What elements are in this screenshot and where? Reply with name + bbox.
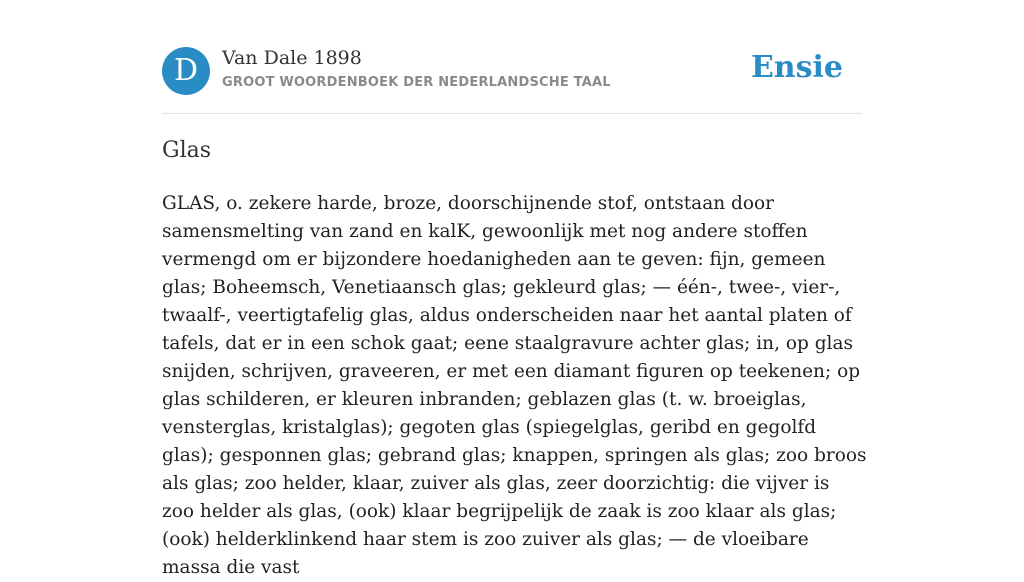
header-divider (162, 113, 862, 114)
source-avatar[interactable]: D (162, 47, 210, 95)
entry-headword: Glas (162, 138, 212, 163)
source-subtitle: GROOT WOORDENBOEK DER NEDERLANDSCHE TAAL (222, 75, 611, 90)
brand-logo[interactable]: Ensie (750, 50, 843, 85)
dictionary-page (162, 0, 867, 578)
entry-definition: GLAS, o. zekere harde, broze, doorschijnende stof, ontstaan door samensmelting van zand en kalK, gewoonlijk met nog andere stoffen vermengd om er bijzondere hoedanigheden aan te geven: fijn, gemeen glas; Boheemsch, Venetiaansch glas; gekleurd glas; — één-, twee-, vier-, twaalf-, veertigtafelig glas, aldus onderscheiden naar het aantal platen of tafels, dat er in een schok gaat; eene staalgravure achter glas; in, op glas snijden, schrijven, graveeren, er met een diamant figuren op teekenen; op glas schilderen, er kleuren inbranden; geblazen glas (t. w. broeiglas, vensterglas, kristalglas); gegoten glas (spiegelglas, geribd en gegolfd glas); gesponnen glas; gebrand glas; knappen, springen als glas; zoo broos als glas; zoo helder, klaar, zuiver als glas, zeer doorzichtig: die vijver is zoo helder als glas, (ook) klaar begrijpelijk de zaak is zoo klaar als glas; (ook) helderklinkend haar stem is zoo zuiver als glas; — de vloeibare massa die vast (162, 193, 867, 578)
source-header (162, 46, 862, 96)
source-title[interactable]: Van Dale 1898 (222, 47, 362, 69)
